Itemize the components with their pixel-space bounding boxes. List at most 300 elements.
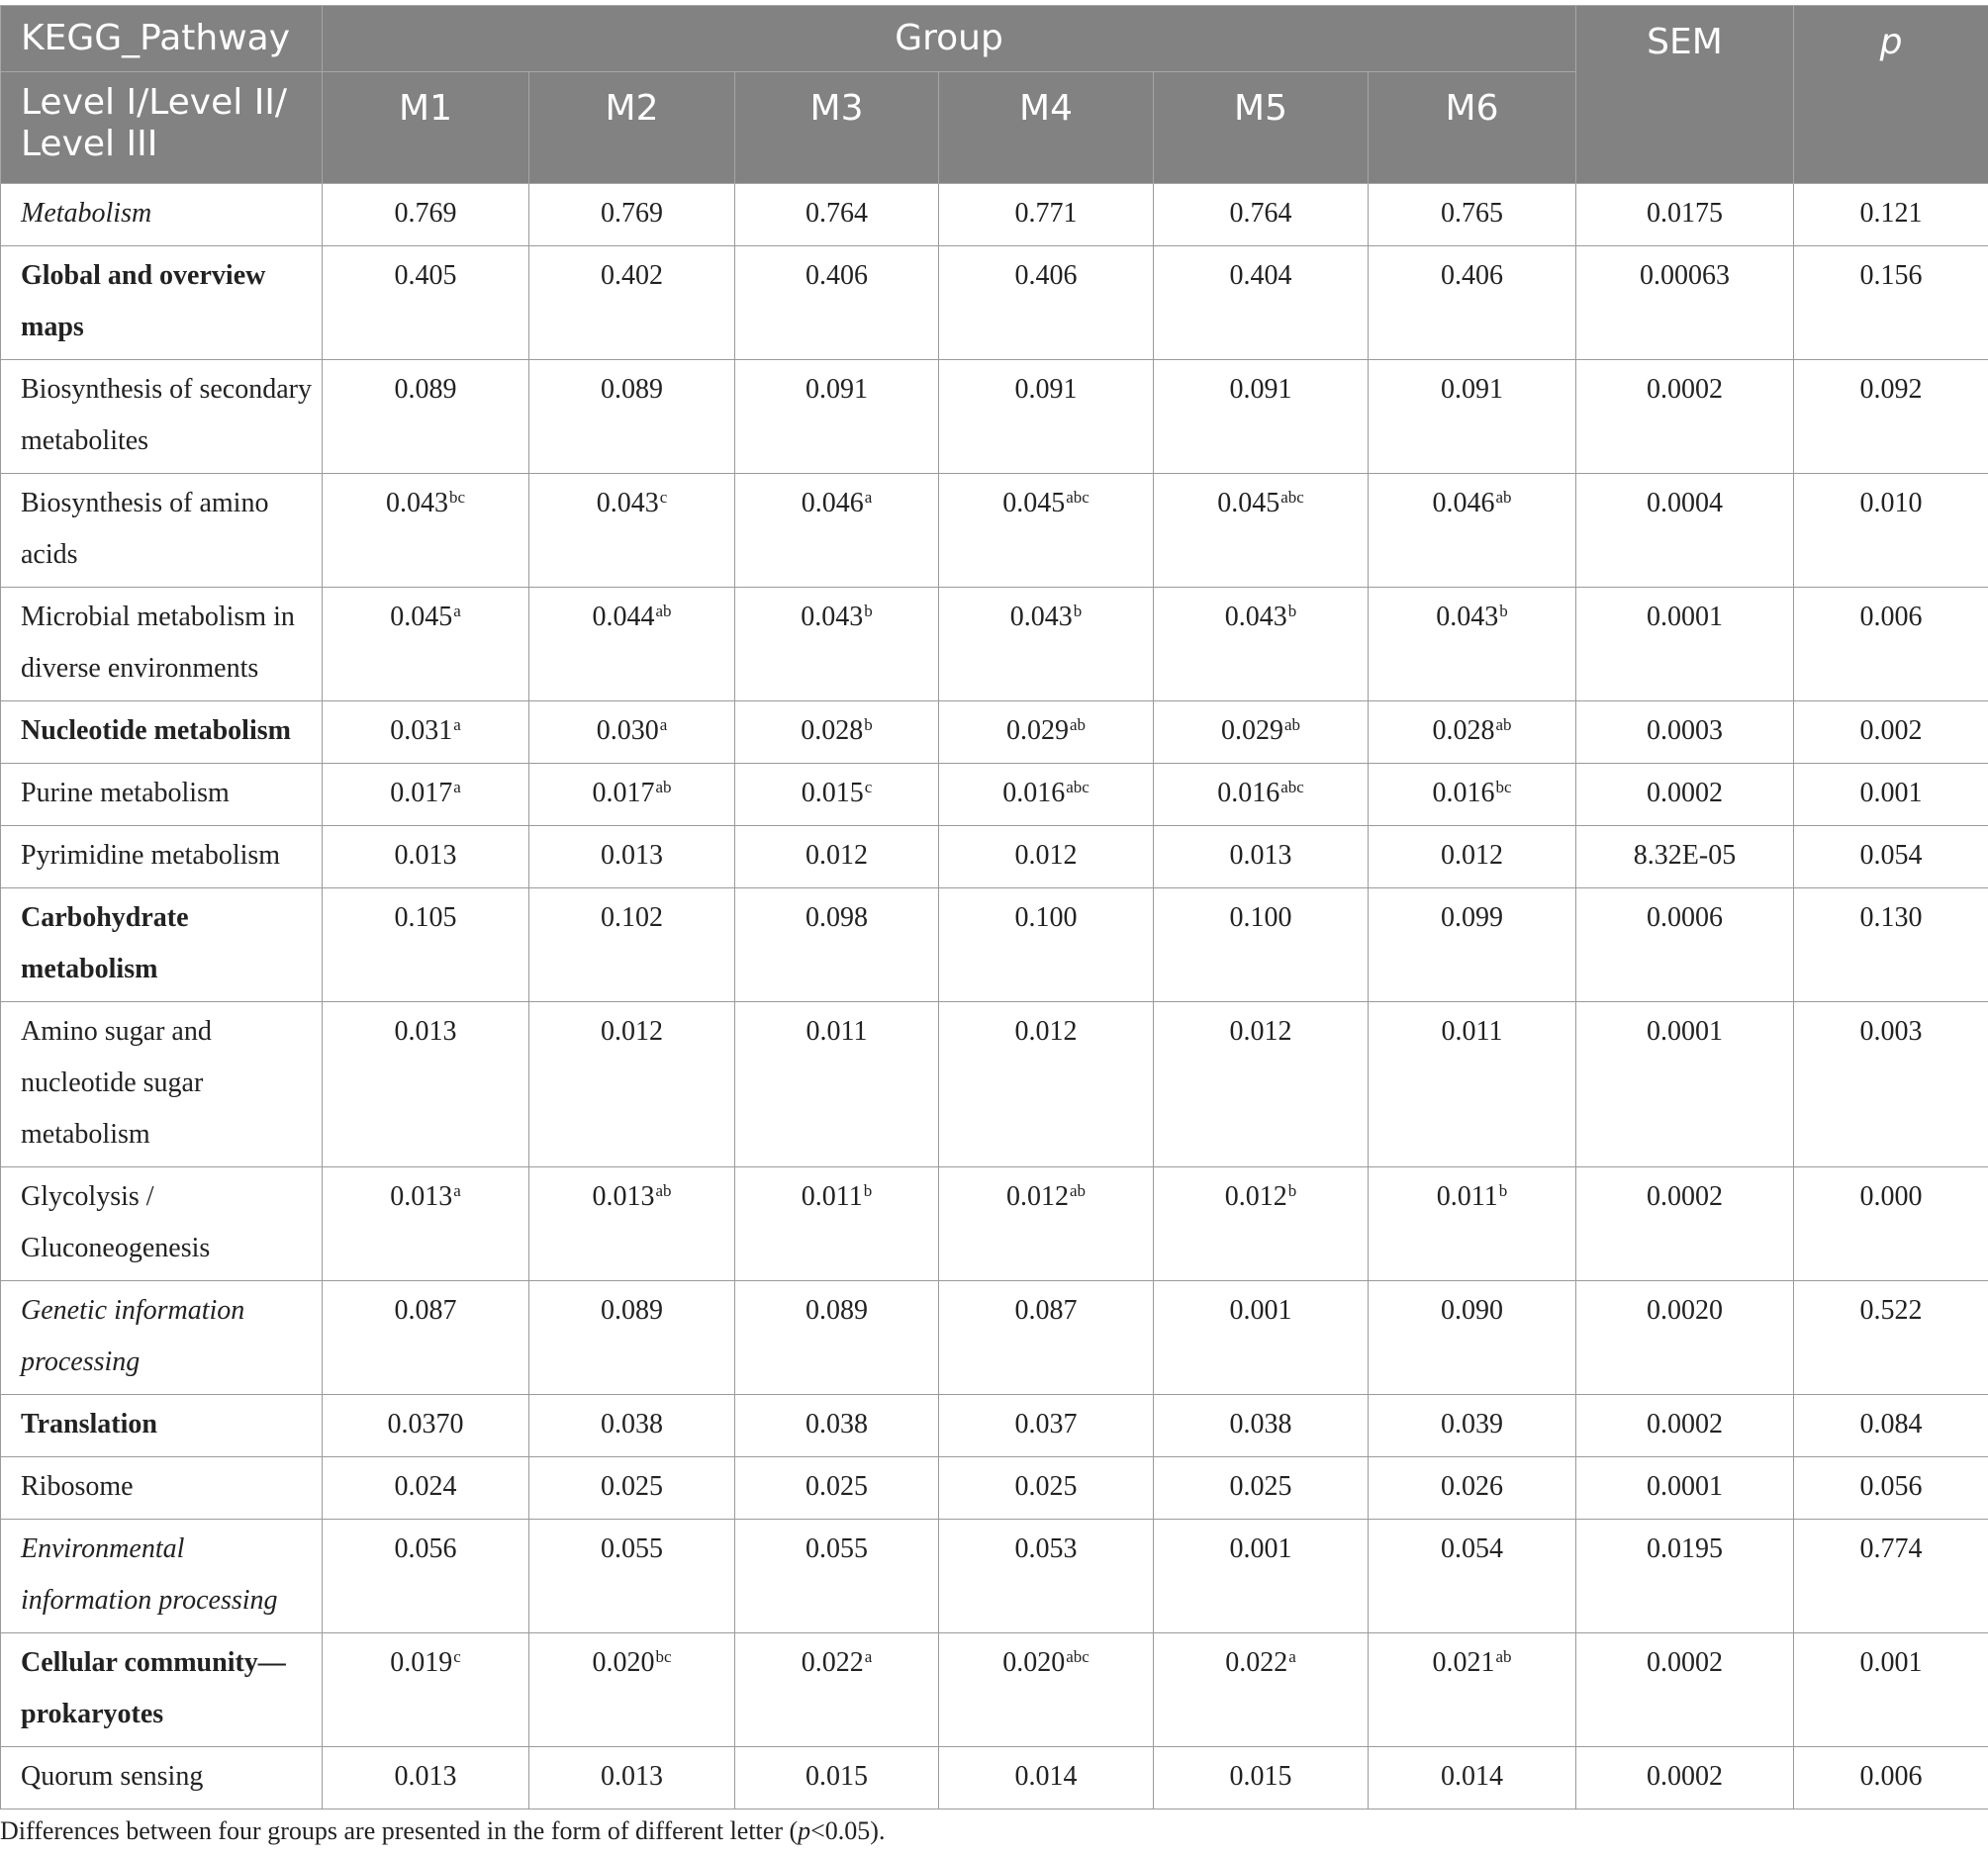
p-value-cell: 0.774 [1794,1520,1988,1633]
value-cell-m4 [939,1167,1154,1281]
value-number: 0.406 [805,260,868,291]
value-number: 0.013 [592,1181,655,1212]
pathway-label: Pyrimidine metabolism [1,826,323,888]
value-number: 0.012 [601,1016,663,1047]
value-cell-m4 [939,474,1154,588]
value-cell-m1 [323,1747,529,1810]
value-number: 0.098 [805,902,868,933]
value-cell-m1 [323,1633,529,1747]
sem-cell: 0.0003 [1576,701,1794,764]
value-number: 0.769 [394,198,457,229]
significance-letters: a [864,488,873,507]
value-number: 0.406 [1014,260,1078,291]
significance-letters: ab [655,778,672,796]
value-number: 0.055 [601,1533,663,1564]
value-cell-m4 [939,1747,1154,1810]
value-number: 0.025 [1014,1471,1078,1502]
value-number: 0.020 [1002,1647,1066,1678]
value-number: 0.013 [1229,840,1292,871]
value-cell-m5 [1154,246,1369,360]
value-cell-m3 [735,246,939,360]
p-value-cell: 0.001 [1794,764,1988,826]
value-cell-m4 [939,1281,1154,1395]
table-row [1,1281,1988,1395]
header-p: p [1794,6,1988,184]
value-cell-m2 [529,474,735,588]
p-value-cell: 0.056 [1794,1457,1988,1520]
sem-cell: 0.0002 [1576,764,1794,826]
value-cell-m2 [529,764,735,826]
value-number: 0.043 [1436,602,1499,632]
value-number: 0.087 [1014,1295,1078,1326]
value-cell-m5 [1154,764,1369,826]
kegg-pathway-table [0,5,1988,1810]
value-cell-m6 [1369,701,1576,764]
pathway-label: Carbohydrate metabolism [1,888,323,1002]
value-number: 0.404 [1229,260,1292,291]
value-number: 0.055 [805,1533,868,1564]
significance-letters: b [1498,1181,1508,1200]
pathway-label: Biosynthesis of secondary metabolites [1,360,323,474]
table-row [1,1747,1988,1810]
header-row-1 [1,6,1988,72]
value-number: 0.028 [801,715,864,746]
value-cell-m4 [939,246,1154,360]
value-number: 0.099 [1441,902,1503,933]
header-m3: M3 [735,72,939,184]
sem-cell: 0.00063 [1576,246,1794,360]
value-number: 0.089 [394,374,457,405]
value-number: 0.016 [1002,778,1066,808]
pathway-label: Amino sugar and nucleotide sugar metabolism [1,1002,323,1167]
value-cell-m6 [1369,246,1576,360]
value-number: 0.087 [394,1295,457,1326]
value-number: 0.022 [1225,1647,1288,1678]
pathway-label: Microbial metabolism in diverse environments [1,588,323,701]
value-cell-m2 [529,1002,735,1167]
value-cell-m3 [735,588,939,701]
value-cell-m3 [735,888,939,1002]
pathway-label: Glycolysis / Gluconeogenesis [1,1167,323,1281]
value-number: 0.046 [801,488,864,518]
value-number: 0.016 [1432,778,1495,808]
table-row [1,1002,1988,1167]
value-cell-m2 [529,1167,735,1281]
value-cell-m1 [323,588,529,701]
value-cell-m2 [529,1281,735,1395]
header-m5: M5 [1154,72,1369,184]
value-number: 0.0370 [387,1409,464,1439]
significance-letters: a [453,602,461,620]
value-cell-m5 [1154,1281,1369,1395]
value-number: 0.764 [1229,198,1292,229]
value-number: 0.046 [1432,488,1495,518]
value-cell-m5 [1154,826,1369,888]
value-number: 0.012 [1229,1016,1292,1047]
value-cell-m1 [323,701,529,764]
value-number: 0.090 [1441,1295,1503,1326]
footnote-text-before: Differences between four groups are presented in the form of different letter ( [0,1816,799,1845]
value-number: 0.017 [592,778,655,808]
table-row [1,1457,1988,1520]
value-number: 0.013 [390,1181,453,1212]
value-cell-m6 [1369,1002,1576,1167]
table-row [1,1520,1988,1633]
value-number: 0.013 [394,840,457,871]
value-number: 0.102 [601,902,663,933]
significance-letters: ab [1495,1647,1512,1666]
value-number: 0.043 [1224,602,1287,632]
value-number: 0.054 [1441,1533,1503,1564]
value-cell-m5 [1154,588,1369,701]
value-number: 0.037 [1014,1409,1078,1439]
value-cell-m6 [1369,184,1576,246]
value-number: 0.001 [1229,1533,1292,1564]
value-cell-m5 [1154,1633,1369,1747]
value-cell-m6 [1369,474,1576,588]
value-number: 0.029 [1220,715,1283,746]
significance-letters: a [659,715,668,734]
value-number: 0.043 [596,488,659,518]
footnote-text-after: <0.05). [810,1816,886,1845]
value-cell-m1 [323,1457,529,1520]
table-row [1,888,1988,1002]
pathway-label: Cellular community—prokaryotes [1,1633,323,1747]
significance-letters: ab [1069,1181,1087,1200]
value-cell-m5 [1154,1167,1369,1281]
value-number: 0.091 [1229,374,1292,405]
value-cell-m6 [1369,1395,1576,1457]
value-number: 0.091 [1014,374,1078,405]
value-cell-m5 [1154,701,1369,764]
value-number: 0.013 [394,1761,457,1792]
value-number: 0.089 [805,1295,868,1326]
value-cell-m2 [529,246,735,360]
value-number: 0.053 [1014,1533,1078,1564]
sem-cell: 0.0006 [1576,888,1794,1002]
value-cell-m1 [323,1395,529,1457]
value-number: 0.012 [1441,840,1503,871]
significance-letters: b [1287,602,1297,620]
value-number: 0.014 [1441,1761,1503,1792]
value-cell-m6 [1369,588,1576,701]
value-number: 0.012 [1005,1181,1069,1212]
value-number: 0.100 [1229,902,1292,933]
significance-letters: bc [1495,778,1512,796]
value-number: 0.013 [394,1016,457,1047]
value-cell-m2 [529,701,735,764]
significance-letters: b [864,715,873,734]
value-cell-m5 [1154,360,1369,474]
sem-cell: 0.0001 [1576,1002,1794,1167]
value-number: 0.011 [805,1016,868,1047]
value-cell-m5 [1154,888,1369,1002]
value-cell-m3 [735,1167,939,1281]
pathway-label: Biosynthesis of amino acids [1,474,323,588]
value-number: 0.043 [801,602,864,632]
header-m4: M4 [939,72,1154,184]
table-body [1,184,1988,1810]
value-number: 0.039 [1441,1409,1503,1439]
value-cell-m3 [735,1520,939,1633]
significance-letters: ab [1495,488,1512,507]
pathway-label: Purine metabolism [1,764,323,826]
value-number: 0.771 [1014,198,1078,229]
p-value-cell: 0.084 [1794,1395,1988,1457]
table-row [1,246,1988,360]
table-row [1,588,1988,701]
significance-letters: abc [1066,1647,1089,1666]
significance-letters: ab [1283,715,1301,734]
significance-letters: a [453,1181,461,1200]
value-cell-m2 [529,588,735,701]
value-cell-m6 [1369,1167,1576,1281]
significance-letters: a [864,1647,873,1666]
value-number: 0.091 [805,374,868,405]
p-value-cell: 0.121 [1794,184,1988,246]
significance-letters: ab [655,602,672,620]
significance-letters: bc [655,1647,672,1666]
value-cell-m4 [939,1395,1154,1457]
header-levels: Level I/Level II/ Level III [1,72,323,184]
value-cell-m1 [323,246,529,360]
value-cell-m6 [1369,360,1576,474]
value-number: 0.029 [1005,715,1069,746]
value-cell-m3 [735,1002,939,1167]
sem-cell: 0.0195 [1576,1520,1794,1633]
sem-cell: 8.32E-05 [1576,826,1794,888]
value-number: 0.089 [601,1295,663,1326]
value-cell-m1 [323,764,529,826]
table-row [1,826,1988,888]
significance-letters: abc [1280,488,1304,507]
significance-letters: bc [448,488,466,507]
pathway-label: Nucleotide metabolism [1,701,323,764]
value-number: 0.045 [1217,488,1280,518]
value-cell-m3 [735,1395,939,1457]
value-number: 0.038 [601,1409,663,1439]
value-number: 0.043 [1009,602,1073,632]
value-number: 0.020 [592,1647,655,1678]
pathway-label: Genetic information processing [1,1281,323,1395]
value-number: 0.015 [805,1761,868,1792]
header-group: Group [323,6,1576,72]
value-cell-m3 [735,360,939,474]
value-number: 0.105 [394,902,457,933]
significance-letters: b [1073,602,1083,620]
value-number: 0.402 [601,260,663,291]
p-value-cell: 0.003 [1794,1002,1988,1167]
value-cell-m3 [735,184,939,246]
significance-letters: b [863,1181,873,1200]
value-number: 0.012 [1014,1016,1078,1047]
value-cell-m1 [323,1281,529,1395]
value-cell-m4 [939,1002,1154,1167]
value-cell-m6 [1369,1520,1576,1633]
significance-letters: b [1499,602,1508,620]
value-cell-m1 [323,360,529,474]
value-number: 0.015 [801,778,864,808]
value-cell-m1 [323,826,529,888]
value-number: 0.764 [805,198,868,229]
value-number: 0.405 [394,260,457,291]
p-value-cell: 0.006 [1794,588,1988,701]
significance-letters: ab [1495,715,1512,734]
p-value-cell: 0.130 [1794,888,1988,1002]
sem-cell: 0.0002 [1576,1633,1794,1747]
significance-letters: c [864,778,873,796]
value-cell-m6 [1369,1457,1576,1520]
value-number: 0.043 [385,488,448,518]
pathway-label: Quorum sensing [1,1747,323,1810]
value-cell-m6 [1369,888,1576,1002]
value-cell-m5 [1154,1002,1369,1167]
sem-cell: 0.0002 [1576,1395,1794,1457]
value-cell-m4 [939,701,1154,764]
value-cell-m2 [529,1747,735,1810]
value-number: 0.021 [1432,1647,1495,1678]
value-cell-m3 [735,1281,939,1395]
value-cell-m4 [939,1633,1154,1747]
sem-cell: 0.0004 [1576,474,1794,588]
value-number: 0.017 [390,778,453,808]
sem-cell: 0.0001 [1576,1457,1794,1520]
value-cell-m5 [1154,184,1369,246]
value-number: 0.016 [1217,778,1280,808]
value-number: 0.001 [1229,1295,1292,1326]
value-cell-m2 [529,1395,735,1457]
pathway-label: Ribosome [1,1457,323,1520]
value-cell-m4 [939,588,1154,701]
significance-letters: a [1288,1647,1296,1666]
value-number: 0.406 [1441,260,1503,291]
value-cell-m4 [939,1457,1154,1520]
value-number: 0.013 [601,840,663,871]
footnote-p-symbol: p [798,1816,811,1845]
value-number: 0.014 [1014,1761,1078,1792]
sem-cell: 0.0175 [1576,184,1794,246]
sem-cell: 0.0020 [1576,1281,1794,1395]
p-value-cell: 0.156 [1794,246,1988,360]
significance-letters: a [453,715,461,734]
value-number: 0.013 [601,1761,663,1792]
value-cell-m4 [939,1520,1154,1633]
significance-letters: ab [655,1181,672,1200]
significance-letters: abc [1066,778,1089,796]
value-cell-m6 [1369,826,1576,888]
value-number: 0.022 [801,1647,864,1678]
p-value-cell: 0.006 [1794,1747,1988,1810]
value-number: 0.056 [394,1533,457,1564]
value-cell-m2 [529,360,735,474]
significance-letters: a [453,778,461,796]
value-cell-m3 [735,1457,939,1520]
value-cell-m4 [939,360,1154,474]
value-cell-m5 [1154,1520,1369,1633]
table-row [1,360,1988,474]
value-cell-m3 [735,764,939,826]
p-value-cell: 0.001 [1794,1633,1988,1747]
p-value-cell: 0.054 [1794,826,1988,888]
value-cell-m2 [529,826,735,888]
value-cell-m3 [735,1747,939,1810]
value-cell-m1 [323,1167,529,1281]
value-cell-m6 [1369,1281,1576,1395]
p-value-cell: 0.010 [1794,474,1988,588]
value-cell-m6 [1369,1747,1576,1810]
header-m2: M2 [529,72,735,184]
table-row [1,1633,1988,1747]
value-cell-m1 [323,1002,529,1167]
value-number: 0.769 [601,198,663,229]
p-value-cell: 0.002 [1794,701,1988,764]
value-cell-m5 [1154,1457,1369,1520]
value-number: 0.012 [1224,1181,1287,1212]
value-number: 0.045 [1002,488,1066,518]
value-number: 0.765 [1441,198,1503,229]
value-number: 0.100 [1014,902,1078,933]
value-number: 0.045 [390,602,453,632]
value-cell-m3 [735,474,939,588]
p-value-cell: 0.000 [1794,1167,1988,1281]
value-cell-m4 [939,888,1154,1002]
table-footnote [0,1816,885,1846]
value-number: 0.028 [1432,715,1495,746]
value-number: 0.026 [1441,1471,1503,1502]
value-cell-m3 [735,826,939,888]
table-row [1,474,1988,588]
value-number: 0.038 [805,1409,868,1439]
significance-letters: abc [1280,778,1304,796]
significance-letters: c [659,488,668,507]
value-cell-m1 [323,184,529,246]
table-row [1,184,1988,246]
value-number: 0.031 [390,715,453,746]
value-number: 0.089 [601,374,663,405]
value-cell-m3 [735,701,939,764]
value-cell-m5 [1154,1747,1369,1810]
significance-letters: abc [1066,488,1089,507]
header-kegg-pathway: KEGG_Pathway [1,6,323,72]
value-number: 0.012 [1014,840,1078,871]
significance-letters: ab [1069,715,1087,734]
value-cell-m5 [1154,1395,1369,1457]
value-cell-m1 [323,888,529,1002]
value-number: 0.015 [1229,1761,1292,1792]
pathway-label: Translation [1,1395,323,1457]
value-number: 0.011 [1436,1181,1498,1212]
sem-cell: 0.0001 [1576,588,1794,701]
value-number: 0.091 [1441,374,1503,405]
table-row [1,1167,1988,1281]
value-cell-m6 [1369,764,1576,826]
value-cell-m2 [529,888,735,1002]
header-sem: SEM [1576,6,1794,184]
value-cell-m2 [529,184,735,246]
sem-cell: 0.0002 [1576,1747,1794,1810]
significance-letters: b [1287,1181,1297,1200]
pathway-label: Metabolism [1,184,323,246]
value-cell-m4 [939,764,1154,826]
value-number: 0.025 [601,1471,663,1502]
value-number: 0.012 [805,840,868,871]
value-cell-m2 [529,1520,735,1633]
header-m6: M6 [1369,72,1576,184]
value-number: 0.030 [596,715,659,746]
table-row [1,701,1988,764]
value-cell-m2 [529,1633,735,1747]
significance-letters: b [864,602,873,620]
